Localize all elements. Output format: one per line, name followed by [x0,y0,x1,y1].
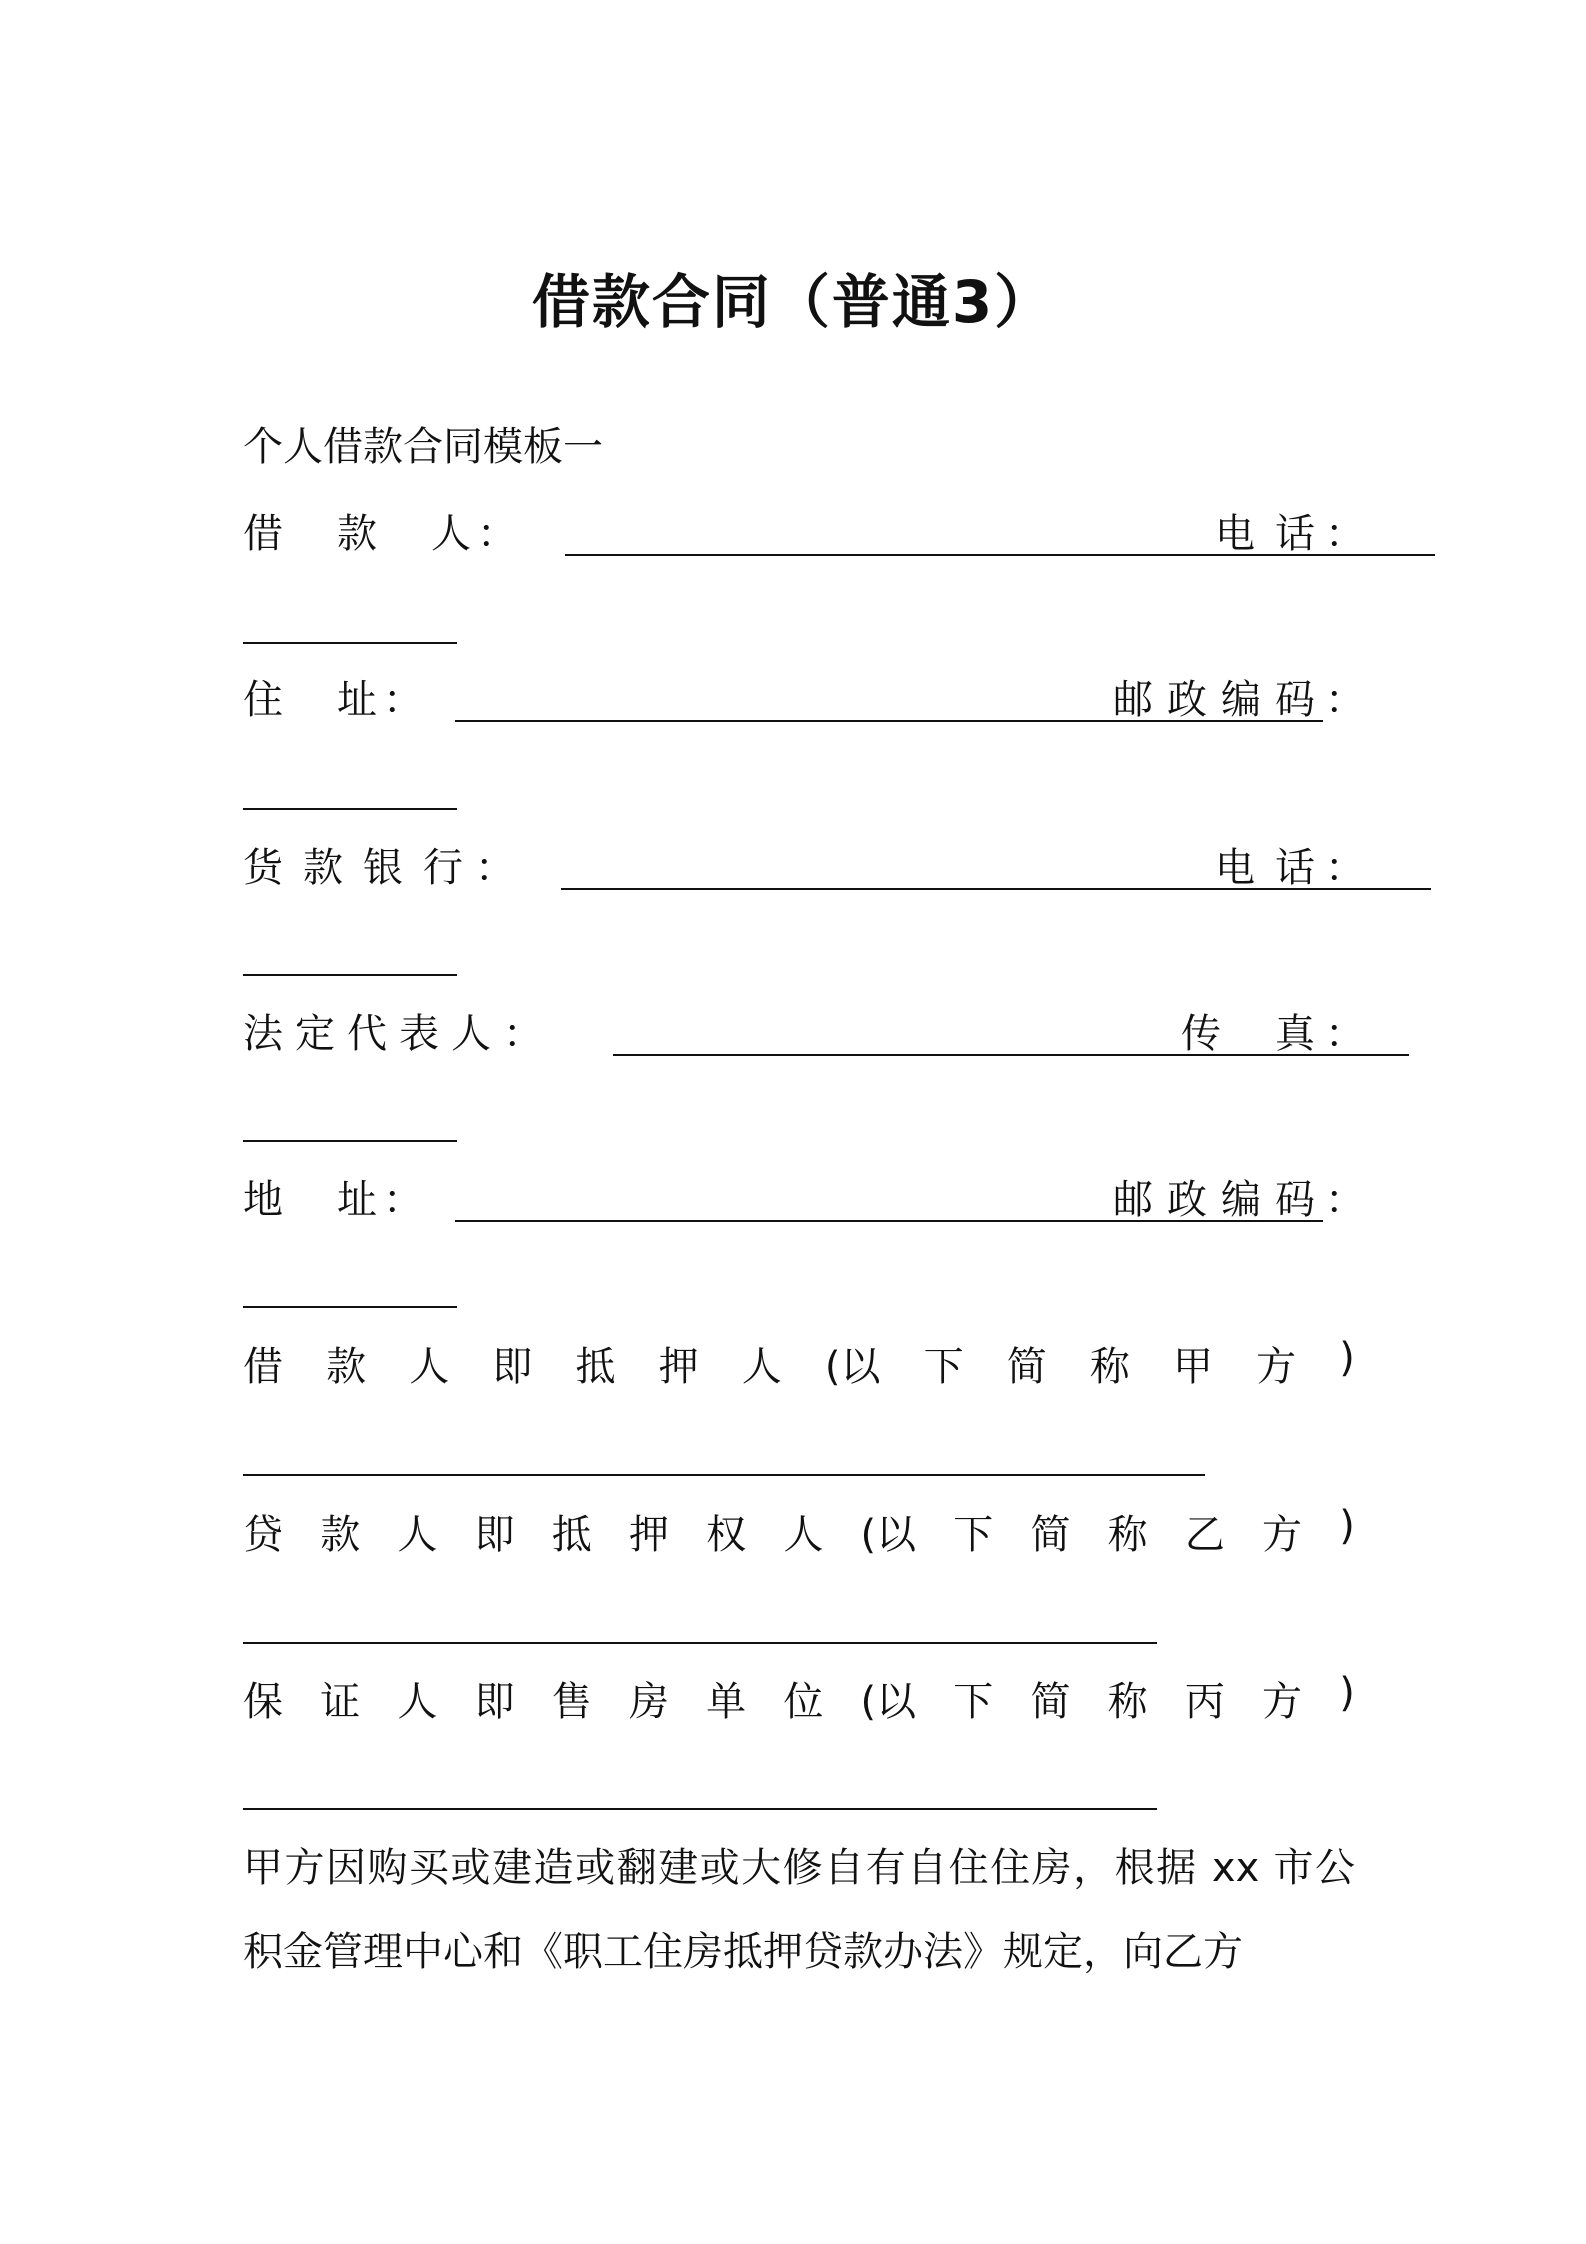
postcode-blank[interactable] [243,808,457,810]
label-char: ： [1325,845,1365,891]
field-row-legal-rep [243,1002,1365,1062]
party-char: ) [1339,1503,1355,1549]
party-char: 方 [1256,1344,1297,1390]
field-row-bank [243,836,1365,896]
field-row-borrower [243,502,1365,562]
party-char: 人 [397,1679,438,1725]
template-subtitle: 个人借款合同模板一 [243,424,603,470]
party-char: 权 [706,1512,747,1558]
party-char: 抵 [575,1344,616,1390]
party-char: 甲 [1172,1344,1213,1390]
party-char: 款 [326,1344,367,1390]
label-char: 行 [423,845,463,891]
party-char: 称 [1089,1344,1130,1390]
label-char: 传 [1181,1011,1221,1057]
party-char: 售 [551,1679,592,1725]
label-char: ： [383,1177,423,1223]
party-c-blank[interactable] [243,1808,1157,1810]
party-char: 称 [1107,1679,1148,1725]
label-char: ： [1325,1011,1365,1057]
label-char: 政 [1167,1177,1207,1223]
party-b-blank[interactable] [243,1642,1157,1644]
body-paragraph: 甲方因购买或建造或翻建或大修自有自住住房，根据 xx 市公积金管理中心和《职工住房抵押贷款办法》规定，向乙方 [243,1845,1355,1975]
label-char: ： [477,511,517,557]
party-char: 借 [243,1344,283,1390]
label-char: ： [503,1011,543,1057]
field-label-fax [1181,1002,1365,1059]
party-char: ) [1339,1670,1355,1716]
party-char: 下 [953,1679,994,1725]
party-char: (以 [860,1679,917,1725]
field-label-bank-phone [1215,836,1365,893]
party-char: 房 [628,1679,669,1725]
fax-blank[interactable] [243,1140,457,1142]
party-char: 保 [243,1679,283,1725]
label-char: 邮 [1113,677,1153,723]
party-char: 简 [1030,1679,1071,1725]
party-char: 即 [474,1679,515,1725]
field-label-location [243,1168,423,1225]
label-char: 款 [303,845,343,891]
party-a-line [243,1335,1355,1392]
location-postcode-blank[interactable] [243,1306,457,1308]
party-char: (以 [824,1344,881,1390]
label-char: 法 [243,1011,283,1057]
label-char: 电 [1215,845,1255,891]
label-char: 码 [1275,1177,1315,1223]
party-char: 方 [1262,1679,1303,1725]
label-char: 码 [1275,677,1315,723]
label-char: 政 [1167,677,1207,723]
field-label-address [243,668,423,725]
label-char: ： [1325,1177,1365,1223]
label-char: 货 [243,845,283,891]
party-char: 证 [320,1679,361,1725]
label-char: 编 [1221,677,1261,723]
field-label-bank [243,836,515,893]
party-char: 下 [923,1344,964,1390]
party-a-blank[interactable] [243,1474,1205,1476]
party-char: 即 [474,1512,515,1558]
label-char: 人 [431,511,471,557]
party-char: 位 [783,1679,824,1725]
field-label-location-postcode [1113,1168,1365,1225]
label-char: 地 [243,1177,283,1223]
label-char: 编 [1221,1177,1261,1223]
label-char: 借 [243,511,283,557]
party-char: 人 [397,1512,438,1558]
party-char: 乙 [1184,1512,1225,1558]
party-char: ) [1339,1335,1355,1381]
party-char: 款 [320,1512,361,1558]
label-char: 址 [337,1177,377,1223]
party-char: 人 [783,1512,824,1558]
field-label-postcode [1113,668,1365,725]
field-label-legal-rep [243,1002,543,1059]
party-char: 押 [628,1512,669,1558]
label-char: 代 [347,1011,387,1057]
page-title: 借款合同（普通3） [531,268,1055,336]
party-char: (以 [860,1512,917,1558]
label-char: 住 [243,677,283,723]
label-char: 邮 [1113,1177,1153,1223]
label-char: ： [475,845,515,891]
label-char: 银 [363,845,403,891]
party-char: 称 [1107,1512,1148,1558]
label-char: 款 [337,511,377,557]
field-row-address [243,668,1365,728]
label-char: 真 [1275,1011,1315,1057]
label-char: 电 [1215,511,1255,557]
label-char: 定 [295,1011,335,1057]
party-char: 下 [953,1512,994,1558]
label-char: 表 [399,1011,439,1057]
bank-phone-blank[interactable] [243,974,457,976]
label-char: 话 [1275,845,1315,891]
label-char: 话 [1275,511,1315,557]
party-char: 简 [1006,1344,1047,1390]
party-char: 即 [492,1344,533,1390]
field-row-location [243,1168,1365,1228]
party-char: 押 [658,1344,699,1390]
party-b-line [243,1503,1355,1560]
party-c-line [243,1670,1355,1727]
field-label-borrower [243,502,517,559]
party-char: 方 [1262,1512,1303,1558]
label-char: ： [1325,511,1365,557]
party-char: 人 [741,1344,782,1390]
party-char: 贷 [243,1512,283,1558]
label-char: 人 [451,1011,491,1057]
borrower-phone-blank[interactable] [243,642,457,644]
party-char: 单 [706,1679,747,1725]
label-char: 址 [337,677,377,723]
field-label-phone [1215,502,1365,559]
label-char: ： [1325,677,1365,723]
party-char: 抵 [551,1512,592,1558]
party-char: 简 [1030,1512,1071,1558]
party-char: 丙 [1184,1679,1225,1725]
party-char: 人 [409,1344,450,1390]
label-char: ： [383,677,423,723]
